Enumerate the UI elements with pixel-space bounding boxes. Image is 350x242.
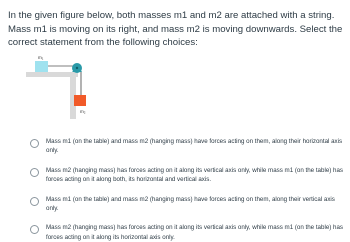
choice-3[interactable] [30, 195, 346, 214]
mass-m2-label: m₂ [80, 109, 86, 114]
pulley-diagram [26, 52, 126, 120]
mass-m2-block [74, 95, 86, 106]
radio-button[interactable] [30, 197, 39, 206]
question-text: In the given figure below, both masses m1 and m2 are attached with a string. Mass m1 is moving on its right, and mass m2 is moving downwards. Select the correct statement from the following choices: [8, 10, 343, 48]
radio-button[interactable] [30, 225, 39, 234]
answer-choices [30, 137, 346, 242]
choice-4[interactable] [30, 223, 346, 242]
choice-label: Mass m1 (on the table) and mass m2 (hanging mass) have forces acting on them, along their horizontal axis only. [46, 138, 343, 155]
choice-2[interactable] [30, 166, 346, 185]
mass-m1-block [35, 61, 48, 72]
choice-label: Mass m2 (hanging mass) has forces acting on it along its vertical axis only, while mass m1 (on the table) has forces acting on it along its horizontal axis only. [46, 224, 344, 241]
table [26, 72, 78, 77]
choice-label: Mass m1 (on the table) and mass m2 (hanging mass) have forces acting on them, along their vertical axis only. [46, 195, 335, 213]
mass-m1-label: m₁ [38, 55, 44, 60]
choice-label: Mass m2 (hanging mass) has forces acting on it along its vertical axis only, while mass m1 (on the table) has forces acting on it along both, its horizontal and vertical axis. [46, 166, 344, 184]
choice-1[interactable] [30, 137, 346, 156]
pulley-axle [76, 67, 78, 69]
radio-button[interactable] [30, 139, 39, 148]
radio-button[interactable] [30, 168, 39, 177]
